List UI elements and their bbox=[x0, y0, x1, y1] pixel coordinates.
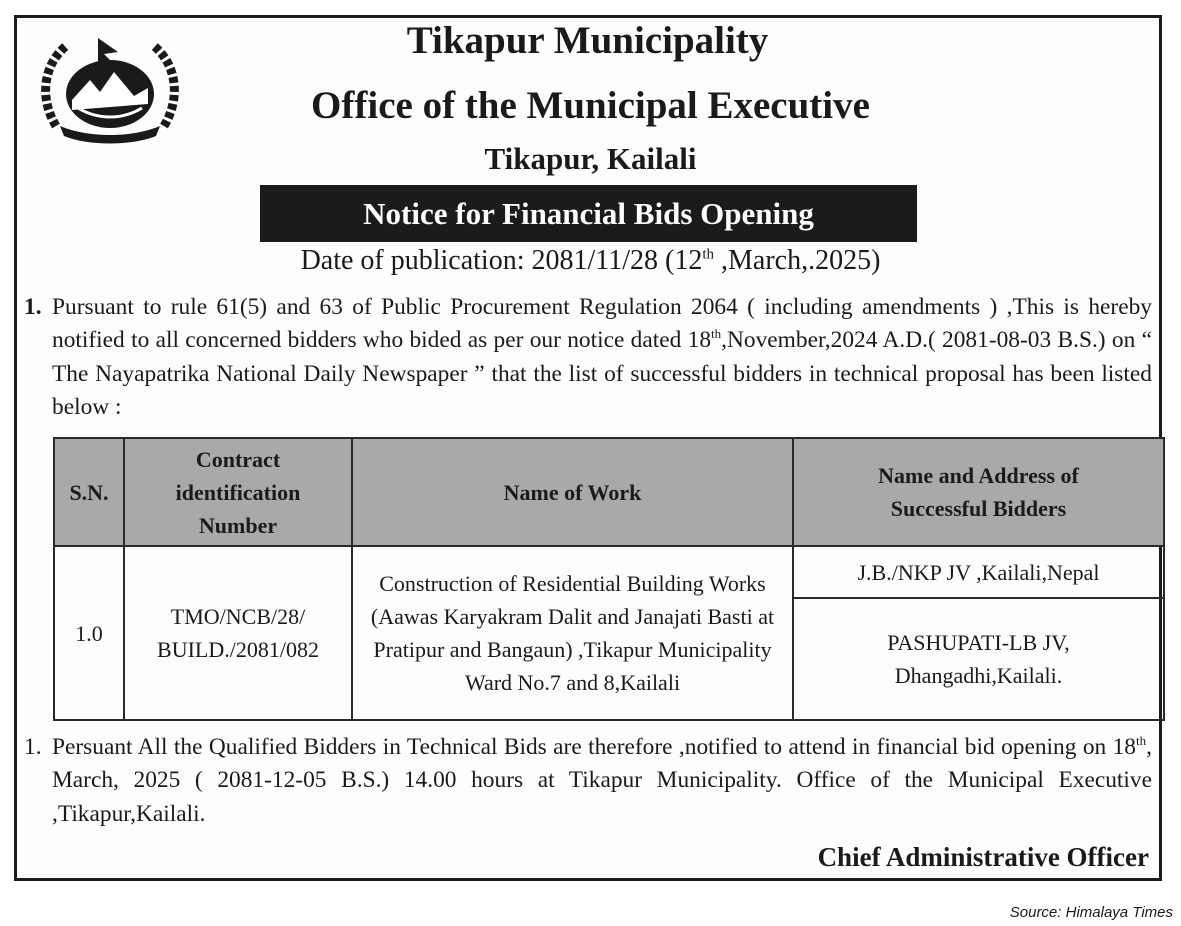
cell-contract-id bbox=[124, 546, 352, 720]
paragraph-1-text-a: Pursuant to rule 61(5) and 63 of Public Procurement Regulation 2064 ( including amendments ) ,This is hereby notified to all concerned bidders who bided as per our notice dated 18 bbox=[52, 294, 1152, 354]
table-header-row bbox=[54, 438, 1164, 546]
cell-bidder-2 bbox=[793, 598, 1164, 720]
paragraph-2 bbox=[24, 731, 1152, 831]
table-row bbox=[54, 546, 1164, 598]
publication-date-suffix: ,March,.2025) bbox=[714, 245, 881, 276]
paragraph-1-text-b: ,November,2024 A.D.( 2081-08-03 B.S.) on “ The Nayapatrika National Daily Newspaper ” that the list of successful bidders in technical proposal has been listed below : bbox=[52, 327, 1152, 421]
successful-bidders-table bbox=[53, 437, 1165, 721]
contract-id-line2: BUILD./2081/082 bbox=[157, 637, 319, 662]
location-title: Tikapur, Kailali bbox=[484, 141, 697, 176]
cell-name-of-work: Construction of Residential Building Works (Aawas Karyakram Dalit and Janajati Basti at Pratipur and Bangaun) ,Tikapur Municipality Ward No.7 and 8,Kailali bbox=[352, 546, 793, 720]
paragraph-2-text-b: , March, 2025 ( 2081-12-05 B.S.) 14.00 hours at Tikapur Municipality. Office of the Municipal Executive ,Tikapur,Kailali. bbox=[52, 734, 1152, 827]
paragraph-1-text bbox=[52, 291, 1152, 425]
paragraph-2-number: 1. bbox=[24, 734, 42, 760]
paragraph-1 bbox=[24, 291, 1152, 425]
header-bidders: Name and Address of Successful Bidders bbox=[793, 438, 1164, 546]
notice-banner-text: Notice for Financial Bids Opening bbox=[363, 195, 814, 231]
paragraph-2-text bbox=[52, 731, 1152, 831]
municipality-title: Tikapur Municipality bbox=[406, 19, 769, 62]
header-sn: S.N. bbox=[54, 438, 124, 546]
paragraph-2-text-a: Persuant All the Qualified Bidders in Technical Bids are therefore ,notified to attend in financial bid opening on 18 bbox=[52, 734, 1137, 760]
notice-banner bbox=[260, 185, 917, 242]
header-contract-id: Contract identification Number bbox=[124, 438, 352, 546]
bidder-2-line2: Dhangadhi,Kailali. bbox=[894, 663, 1063, 688]
publication-date-prefix: Date of publication: 2081/11/28 (12 bbox=[300, 245, 703, 276]
publication-date-sup: th bbox=[702, 246, 715, 263]
signature-title: Chief Administrative Officer bbox=[817, 842, 1149, 872]
cell-bidder-1: J.B./NKP JV ,Kailali,Nepal bbox=[793, 546, 1164, 598]
source-credit: Source: Himalaya Times bbox=[1009, 904, 1173, 921]
office-title: Office of the Municipal Executive bbox=[311, 84, 870, 127]
paragraph-1-sup: th bbox=[711, 326, 722, 342]
paragraph-1-number: 1. bbox=[24, 294, 42, 320]
publication-date bbox=[0, 245, 1181, 277]
paragraph-2-sup: th bbox=[1136, 733, 1147, 749]
contract-id-line1: TMO/NCB/28/ bbox=[170, 604, 306, 629]
bidder-2-line1: PASHUPATI-LB JV, bbox=[887, 630, 1070, 655]
header-name-of-work: Name of Work bbox=[352, 438, 793, 546]
cell-sn: 1.0 bbox=[54, 546, 124, 720]
